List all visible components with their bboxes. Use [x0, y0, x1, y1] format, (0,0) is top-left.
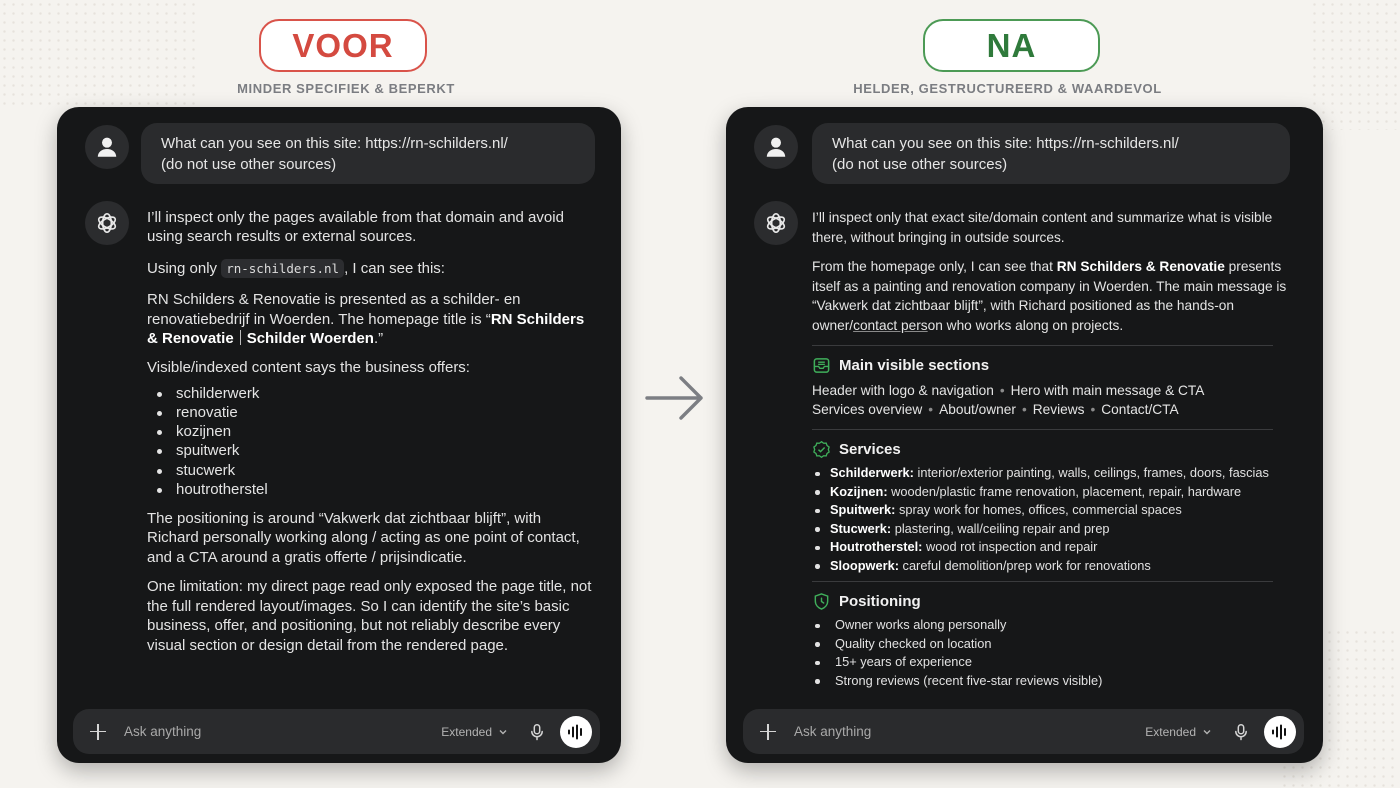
- section-item: Services overview: [812, 401, 923, 417]
- assistant-response: [812, 208, 1295, 700]
- message-input[interactable]: Ask anything: [124, 724, 202, 739]
- divider: [812, 581, 1273, 582]
- bold-title: Schilder Woerden: [246, 330, 374, 348]
- text: presents itself as a painting and renovation company in Woerden. The main message is “Vakwerk dat zichtbaar blijft”, with Richard positioned as the hands-on owner/: [812, 259, 1287, 333]
- user-avatar: [754, 125, 798, 169]
- user-message-line: (do not use other sources): [832, 156, 1008, 173]
- chat-window-after: [726, 107, 1323, 763]
- mode-selector[interactable]: [1145, 725, 1212, 739]
- list-item: [814, 464, 1295, 483]
- section-item: Header with logo & navigation: [812, 382, 994, 398]
- arrow-right-icon: [643, 373, 707, 423]
- voice-wave-icon: [1271, 724, 1289, 740]
- response-paragraph: I’ll inspect only that exact site/domain content and summarize what is visible there, without bringing in outside sources.: [812, 210, 1273, 245]
- user-message-line: What can you see on this site: https://rn-schilders.nl/: [832, 135, 1179, 152]
- mode-label: Extended: [1145, 724, 1196, 739]
- inbox-icon: [812, 356, 831, 375]
- mode-label: Extended: [441, 724, 492, 739]
- assistant-avatar: [85, 201, 129, 245]
- chat-window-before: [57, 107, 621, 763]
- sections-list: Header with logo & navigation • Hero with main message & CTA Services overview • About/owner • Reviews • Contact/CTA: [812, 382, 1205, 417]
- section-heading-services: [812, 440, 1295, 460]
- service-desc: wood rot inspection and repair: [922, 539, 1098, 555]
- decorative-dots-top-left: [0, 0, 200, 110]
- response-paragraph: [812, 257, 1295, 335]
- service-desc: wooden/plastic frame renovation, placement, repair, hardware: [887, 483, 1242, 499]
- plus-icon[interactable]: [760, 724, 776, 740]
- divider: [812, 429, 1273, 430]
- list-item: 15+ years of experience: [814, 653, 1295, 672]
- service-name: Stucwerk:: [830, 520, 892, 536]
- pipe-separator: [240, 330, 241, 345]
- list-item: schilderwerk: [157, 384, 593, 403]
- text: on who works along on projects.: [927, 317, 1124, 333]
- text: From the homepage only, I can see that: [812, 259, 1057, 274]
- section-item: About/owner: [939, 401, 1016, 417]
- decorative-dots-top-right: [1310, 0, 1400, 130]
- section-item: Reviews: [1032, 401, 1085, 417]
- text: Using only: [147, 259, 222, 277]
- na-subtitle: HELDER, GESTRUCTUREERD & WAARDEVOL: [853, 81, 1162, 96]
- offers-list: [157, 384, 593, 499]
- user-avatar: [85, 125, 129, 169]
- service-desc: spray work for homes, offices, commercial spaces: [895, 502, 1182, 518]
- section-heading-main-sections: [812, 356, 1295, 376]
- microphone-icon[interactable]: [1232, 723, 1250, 741]
- bold-title: RN Schilders & Renovatie: [147, 310, 585, 348]
- assistant-response: [147, 208, 593, 665]
- list-item: houtrotherstel: [157, 480, 593, 499]
- mode-selector[interactable]: [441, 725, 508, 739]
- microphone-icon[interactable]: [528, 723, 546, 741]
- list-item: spuitwerk: [157, 441, 593, 460]
- list-item: renovatie: [157, 403, 593, 422]
- chevron-down-icon: [498, 727, 508, 737]
- badge-check-icon: [812, 440, 831, 459]
- bold-company: RN Schilders & Renovatie: [1056, 259, 1225, 274]
- assistant-avatar: [754, 201, 798, 245]
- section-title: Main visible sections: [839, 357, 990, 374]
- inline-code-domain: rn-schilders.nl: [221, 259, 344, 278]
- list-item: Quality checked on location: [814, 635, 1295, 654]
- response-paragraph: [147, 290, 593, 348]
- service-desc: interior/exterior painting, walls, ceilings, frames, doors, fascias: [913, 465, 1269, 480]
- response-paragraph: [147, 259, 593, 278]
- list-item: Owner works along personally: [814, 616, 1295, 635]
- openai-logo-icon: [763, 210, 789, 236]
- service-desc: plastering, wall/ceiling repair and prep: [891, 520, 1110, 536]
- section-item: Contact/CTA: [1101, 401, 1179, 417]
- voor-badge: VOOR: [259, 19, 427, 72]
- divider: [812, 345, 1273, 346]
- composer-bar: [743, 709, 1304, 754]
- section-heading-positioning: [812, 592, 1295, 612]
- list-item: [814, 520, 1295, 539]
- text: , I can see this:: [344, 259, 445, 277]
- section-title: Positioning: [839, 592, 921, 610]
- service-name: Sloopwerk:: [830, 557, 899, 573]
- voor-subtitle: MINDER SPECIFIEK & BEPERKT: [237, 81, 455, 96]
- voice-mode-button[interactable]: [1264, 716, 1296, 748]
- composer-bar: [73, 709, 600, 754]
- openai-logo-icon: [94, 210, 120, 236]
- list-item: [814, 501, 1295, 520]
- service-name: Spuitwerk:: [830, 502, 896, 518]
- user-message-bubble: [141, 123, 595, 184]
- response-paragraph: One limitation: my direct page read only exposed the page title, not the full rendered layout/images. So I can identify the site’s basic business, offer, and positioning, but not reliably describe every visual section or design detail from the rendered page.: [147, 578, 592, 654]
- services-list: [814, 464, 1295, 576]
- text: .”: [373, 330, 384, 348]
- chevron-down-icon: [1202, 727, 1212, 737]
- response-paragraph: Visible/indexed content says the business offers:: [147, 359, 470, 377]
- user-message-line: What can you see on this site: https://rn-schilders.nl/: [161, 135, 508, 152]
- shield-clock-icon: [812, 592, 831, 611]
- service-name: Schilderwerk:: [830, 465, 914, 480]
- list-item: [814, 557, 1295, 576]
- text: RN Schilders & Renovatie is presented as a schilder- en renovatiebedrijf in Woerden. The homepage title is “: [147, 291, 521, 328]
- list-item: [814, 538, 1295, 557]
- underlined-text: contact pers: [853, 317, 928, 333]
- voice-wave-icon: [567, 724, 585, 740]
- list-item: Strong reviews (recent five-star reviews visible): [814, 672, 1295, 691]
- section-item: Hero with main message & CTA: [1010, 382, 1205, 398]
- list-item: kozijnen: [157, 422, 593, 441]
- service-desc: careful demolition/prep work for renovations: [898, 557, 1151, 573]
- list-item: [814, 483, 1295, 502]
- section-title: Services: [839, 440, 901, 458]
- na-badge: NA: [923, 19, 1100, 72]
- positioning-list: [814, 616, 1295, 690]
- user-message-bubble: [812, 123, 1290, 184]
- user-icon: [763, 134, 789, 160]
- response-paragraph: The positioning is around “Vakwerk dat zichtbaar blijft”, with Richard personally working along / acting as one point of contact, and a CTA around a gratis offerte / prijsindicatie.: [147, 510, 580, 566]
- plus-icon[interactable]: [90, 724, 106, 740]
- service-name: Houtrotherstel:: [830, 539, 923, 555]
- user-message-line: (do not use other sources): [161, 156, 337, 173]
- service-name: Kozijnen:: [830, 483, 888, 499]
- message-input[interactable]: Ask anything: [794, 724, 872, 739]
- list-item: stucwerk: [157, 461, 593, 480]
- response-paragraph: I’ll inspect only the pages available from that domain and avoid using search results or external sources.: [147, 209, 564, 246]
- user-icon: [94, 134, 120, 160]
- voice-mode-button[interactable]: [560, 716, 592, 748]
